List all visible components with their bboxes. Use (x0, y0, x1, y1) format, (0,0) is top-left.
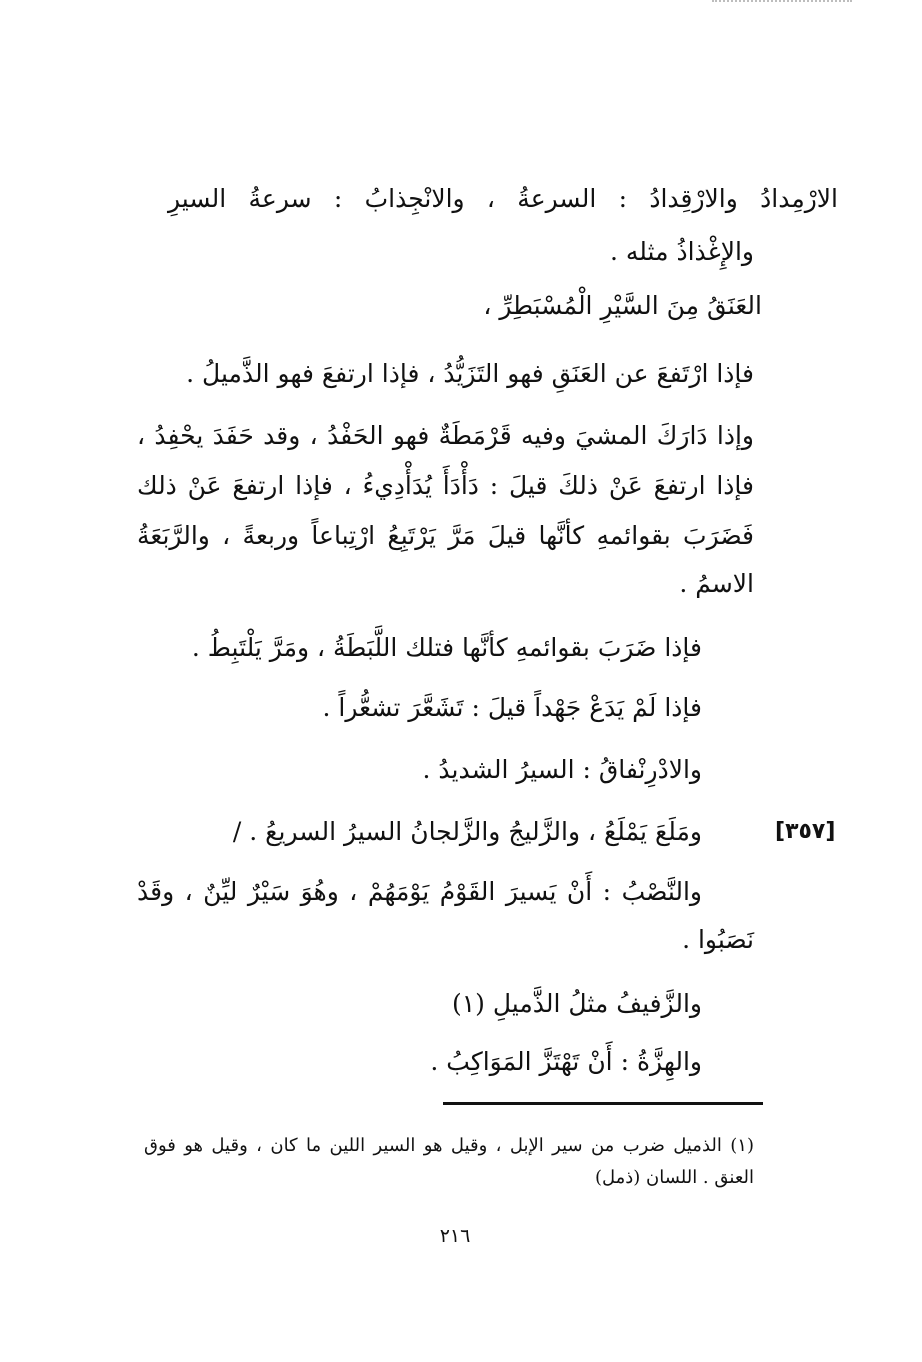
text-line-2: والإِغْذاذُ مثله . (609, 237, 754, 266)
margin-page-reference: [٣٥٧] (775, 819, 836, 844)
text-line-5: وإذا دَارَكَ المشيَ وفيه قَرْمَطَةٌ فهو الحَفْدُ ، وقد حَفَدَ يحْفِدُ ، (137, 421, 754, 450)
text-line-14: نَصَبُوا . (682, 925, 754, 954)
text-line-4: فإذا ارْتَفعَ عن العَنَقِ فهو التَزَيُّدُ ، فإذا ارتفعَ فهو الذَّميلُ . (186, 359, 754, 388)
footnote-divider (443, 1102, 763, 1105)
text-line-11: والادْرِنْفاقُ : السيرُ الشديدُ . (422, 755, 702, 784)
scan-edge-mark (712, 0, 852, 8)
text-line-3: العَنَقُ مِنَ السَّيْرِ الْمُسْبَطِرِّ ، (483, 291, 762, 320)
text-line-9: فإذا ضَرَبَ بقوائمهِ كأنَّها فتلك اللَّبَطَةُ ، ومَرَّ يَلْتَبِطُ . (191, 633, 702, 662)
text-line-8: الاسمُ . (679, 569, 754, 598)
footnote-line-2: العنق . اللسان (ذمل) (594, 1167, 754, 1188)
text-line-16: والهِزَّةُ : أَنْ تَهْتَزَّ المَوَاكِبُ . (430, 1047, 702, 1076)
text-line-13: والنَّصْبُ : أَنْ يَسيرَ القَوْمُ يَوْمَهُمْ ، وهُوَ سَيْرٌ ليِّنٌ ، وقَدْ (137, 877, 702, 906)
page-number: ٢١٦ (439, 1225, 471, 1247)
text-line-10: فإذا لَمْ يَدَعْ جَهْداً قيلَ : تَشَعَّرَ تشعُّراً . (322, 693, 702, 722)
text-line-12: ومَلَعَ يَمْلَعُ ، والزَّليجُ والزَّلجانُ السيرُ السريعُ . / (232, 817, 702, 846)
text-line-1: الارْمِدادُ والارْقِدادُ : السرعةُ ، والانْجِذابُ : سرعةُ السيرِ (168, 184, 838, 213)
footnote-line-1: (١) الذميل ضرب من سير الإبل ، وقيل هو السير اللين ما كان ، وقيل هو فوق (144, 1135, 754, 1156)
text-line-15: والزَّفيفُ مثلُ الذَّميلِ (١) (451, 989, 702, 1018)
text-line-7: فَضَرَبَ بقوائمهِ كأنَّها قيلَ مَرَّ يَرْتَبِعُ ارْتِباعاً وربعةً ، والرَّبَعَةُ (137, 521, 754, 550)
text-line-6: فإذا ارتفعَ عَنْ ذلكَ قيلَ : دَأْدَأَ يُدَأْدِيءُ ، فإذا ارتفعَ عَنْ ذلك (137, 471, 754, 500)
